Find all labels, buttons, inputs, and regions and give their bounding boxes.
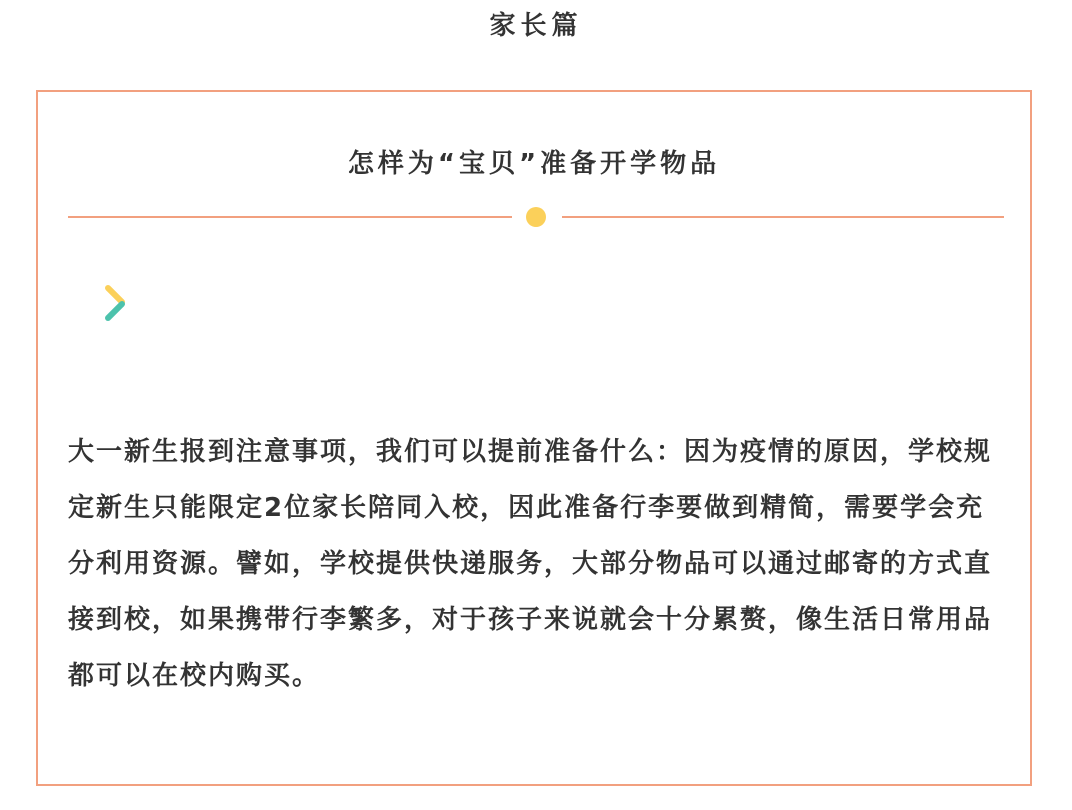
section-title: 家长篇 [489,11,583,41]
divider-dot [526,207,546,227]
card-title: 怎样为“宝贝”准备开学物品 [347,149,721,179]
body-paragraph: 大一新生报到注意事项，我们可以提前准备什么：因为疫情的原因，学校规定新生只能限定2位家长陪同入校，因此准备行李要做到精简，需要学会充分利用资源。譬如，学校提供快递服务，大部分物品可以通过邮寄的方式直接到校，如果携带行李繁多，对于孩子来说就会十分累赘，像生活日常用品都可以在校内购买。 [68,437,993,691]
article-card [36,90,1032,786]
divider-line-right [562,216,1004,218]
divider-line-left [68,216,512,218]
chevron-right-icon [100,282,132,326]
